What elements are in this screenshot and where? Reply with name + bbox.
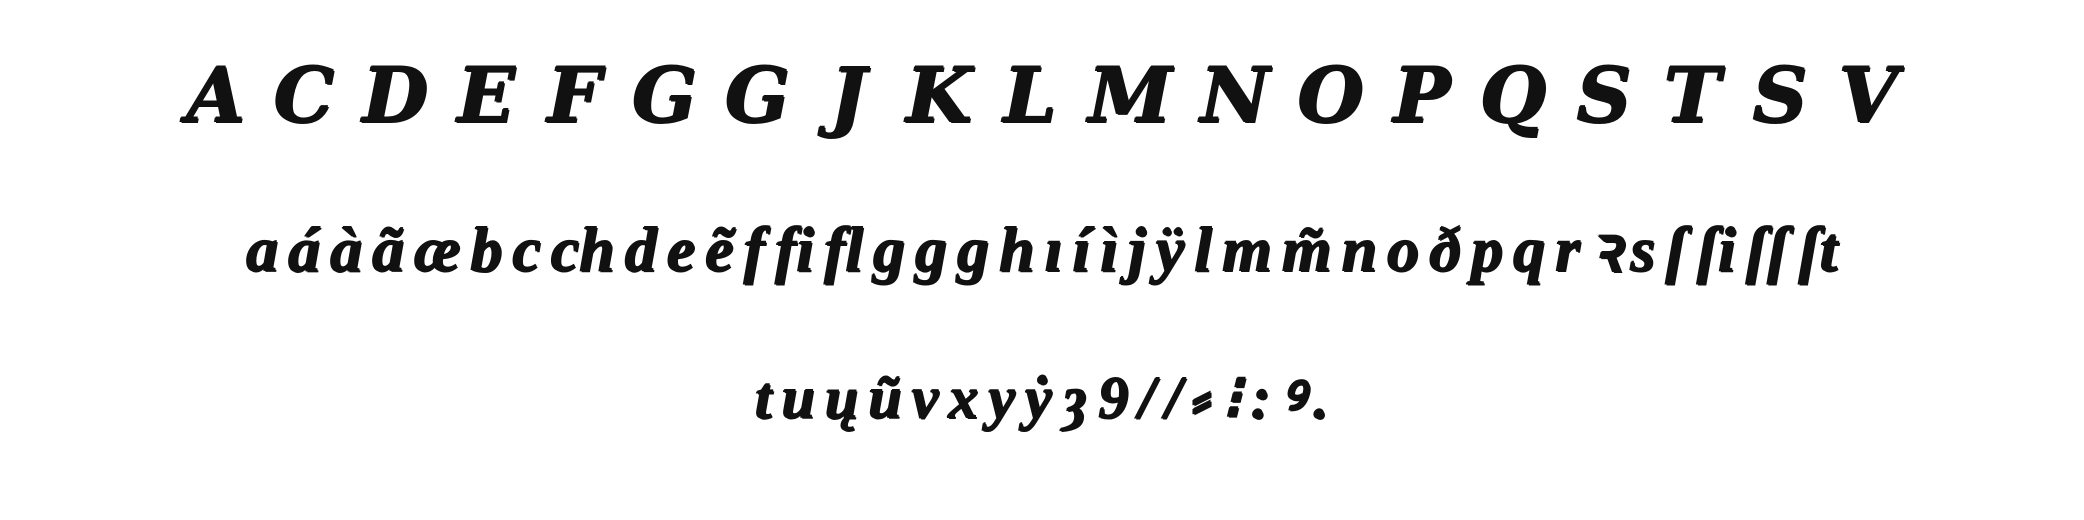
lowercase-glyph: ſ xyxy=(1665,214,1687,285)
lowercase-glyph: g xyxy=(957,214,990,285)
lowercase-glyph: ſt xyxy=(1798,214,1838,285)
lowercase-glyph: p xyxy=(1471,214,1504,285)
lowercase-glyph: à xyxy=(330,214,363,285)
punctuation-glyph: 9 xyxy=(1098,365,1129,431)
lowercase-glyph: q xyxy=(1513,214,1546,285)
uppercase-glyph: A xyxy=(186,51,246,140)
uppercase-glyph: N xyxy=(1200,51,1270,140)
uppercase-glyph: S xyxy=(1752,51,1808,140)
lowercase-glyph: á xyxy=(288,214,321,285)
uppercase-glyph: D xyxy=(362,51,429,140)
punctuation-glyph: ȝ xyxy=(1061,365,1089,431)
punctuation-glyph: . xyxy=(1313,365,1329,431)
lowercase-glyph: e xyxy=(666,214,696,285)
lowercase-glyph: í xyxy=(1072,214,1091,285)
uppercase-glyph: C xyxy=(273,51,335,140)
lowercase-glyph: g xyxy=(873,214,906,285)
lowercase-glyph: o xyxy=(1387,214,1420,285)
uppercase-glyph: P xyxy=(1393,51,1451,140)
uppercase-glyph: L xyxy=(1003,51,1057,140)
punctuation-glyph: ũ xyxy=(868,365,902,431)
uppercase-glyph: K xyxy=(906,51,973,140)
lowercase-glyph: n xyxy=(1341,214,1378,285)
punctuation-glyph: x xyxy=(948,365,979,431)
punctuation-glyph: / xyxy=(1165,365,1182,431)
punctuation-glyph: t xyxy=(755,365,772,431)
lowercase-glyph: g xyxy=(915,214,948,285)
lowercase-row xyxy=(0,214,2084,348)
lowercase-glyph: ã xyxy=(372,214,405,285)
lowercase-glyph: æ xyxy=(414,214,461,285)
uppercase-glyph: V xyxy=(1838,51,1898,140)
lowercase-glyph: m̃ xyxy=(1281,214,1332,285)
lowercase-glyph: ẽ xyxy=(705,214,734,285)
punctuation-glyph: ẏ xyxy=(1025,365,1052,431)
lowercase-glyph: r xyxy=(1555,214,1581,285)
punctuation-glyph: ⁝ xyxy=(1221,365,1242,431)
uppercase-glyph: G xyxy=(632,51,698,140)
uppercase-glyph: S xyxy=(1576,51,1632,140)
punctuation-row xyxy=(0,365,2084,478)
punctuation-glyph: : xyxy=(1251,365,1271,431)
lowercase-glyph: l xyxy=(1194,214,1213,285)
punctuation-glyph: ꝰ xyxy=(1281,365,1304,431)
lowercase-glyph: ꝛ xyxy=(1590,214,1621,285)
uppercase-glyph: Q xyxy=(1479,51,1547,140)
lowercase-glyph: d xyxy=(624,214,657,285)
lowercase-glyph: ſi xyxy=(1696,214,1736,285)
punctuation-glyph: y xyxy=(988,365,1016,431)
uppercase-glyph: J xyxy=(830,51,867,140)
uppercase-row xyxy=(0,51,2084,188)
punctuation-glyph: / xyxy=(1138,365,1156,431)
lowercase-glyph: fl xyxy=(824,214,864,285)
lowercase-glyph: ì xyxy=(1100,214,1119,285)
uppercase-glyph: O xyxy=(1297,51,1364,140)
lowercase-glyph: a xyxy=(246,214,279,285)
lowercase-glyph: ı xyxy=(1044,214,1063,285)
punctuation-glyph: ⸗ xyxy=(1191,365,1212,431)
lowercase-glyph: j xyxy=(1128,214,1147,285)
lowercase-glyph: c xyxy=(512,214,541,285)
lowercase-glyph: f xyxy=(743,214,766,285)
lowercase-glyph: h xyxy=(999,214,1035,285)
uppercase-glyph: M xyxy=(1088,51,1173,140)
punctuation-glyph: u xyxy=(781,365,816,431)
lowercase-glyph: ÿ xyxy=(1156,214,1185,285)
lowercase-glyph: ſſ xyxy=(1745,214,1789,285)
lowercase-glyph: s xyxy=(1630,214,1656,285)
uppercase-glyph: T xyxy=(1663,51,1721,140)
uppercase-glyph: F xyxy=(547,51,602,140)
lowercase-glyph: ch xyxy=(550,214,615,285)
lowercase-glyph: m xyxy=(1222,214,1272,285)
uppercase-glyph: G xyxy=(725,51,791,140)
lowercase-glyph: b xyxy=(470,214,503,285)
lowercase-glyph: fi xyxy=(775,214,815,285)
punctuation-glyph: ų xyxy=(825,365,859,431)
uppercase-glyph: E xyxy=(457,51,516,140)
punctuation-glyph: v xyxy=(911,365,939,431)
lowercase-glyph: ð xyxy=(1429,214,1462,285)
